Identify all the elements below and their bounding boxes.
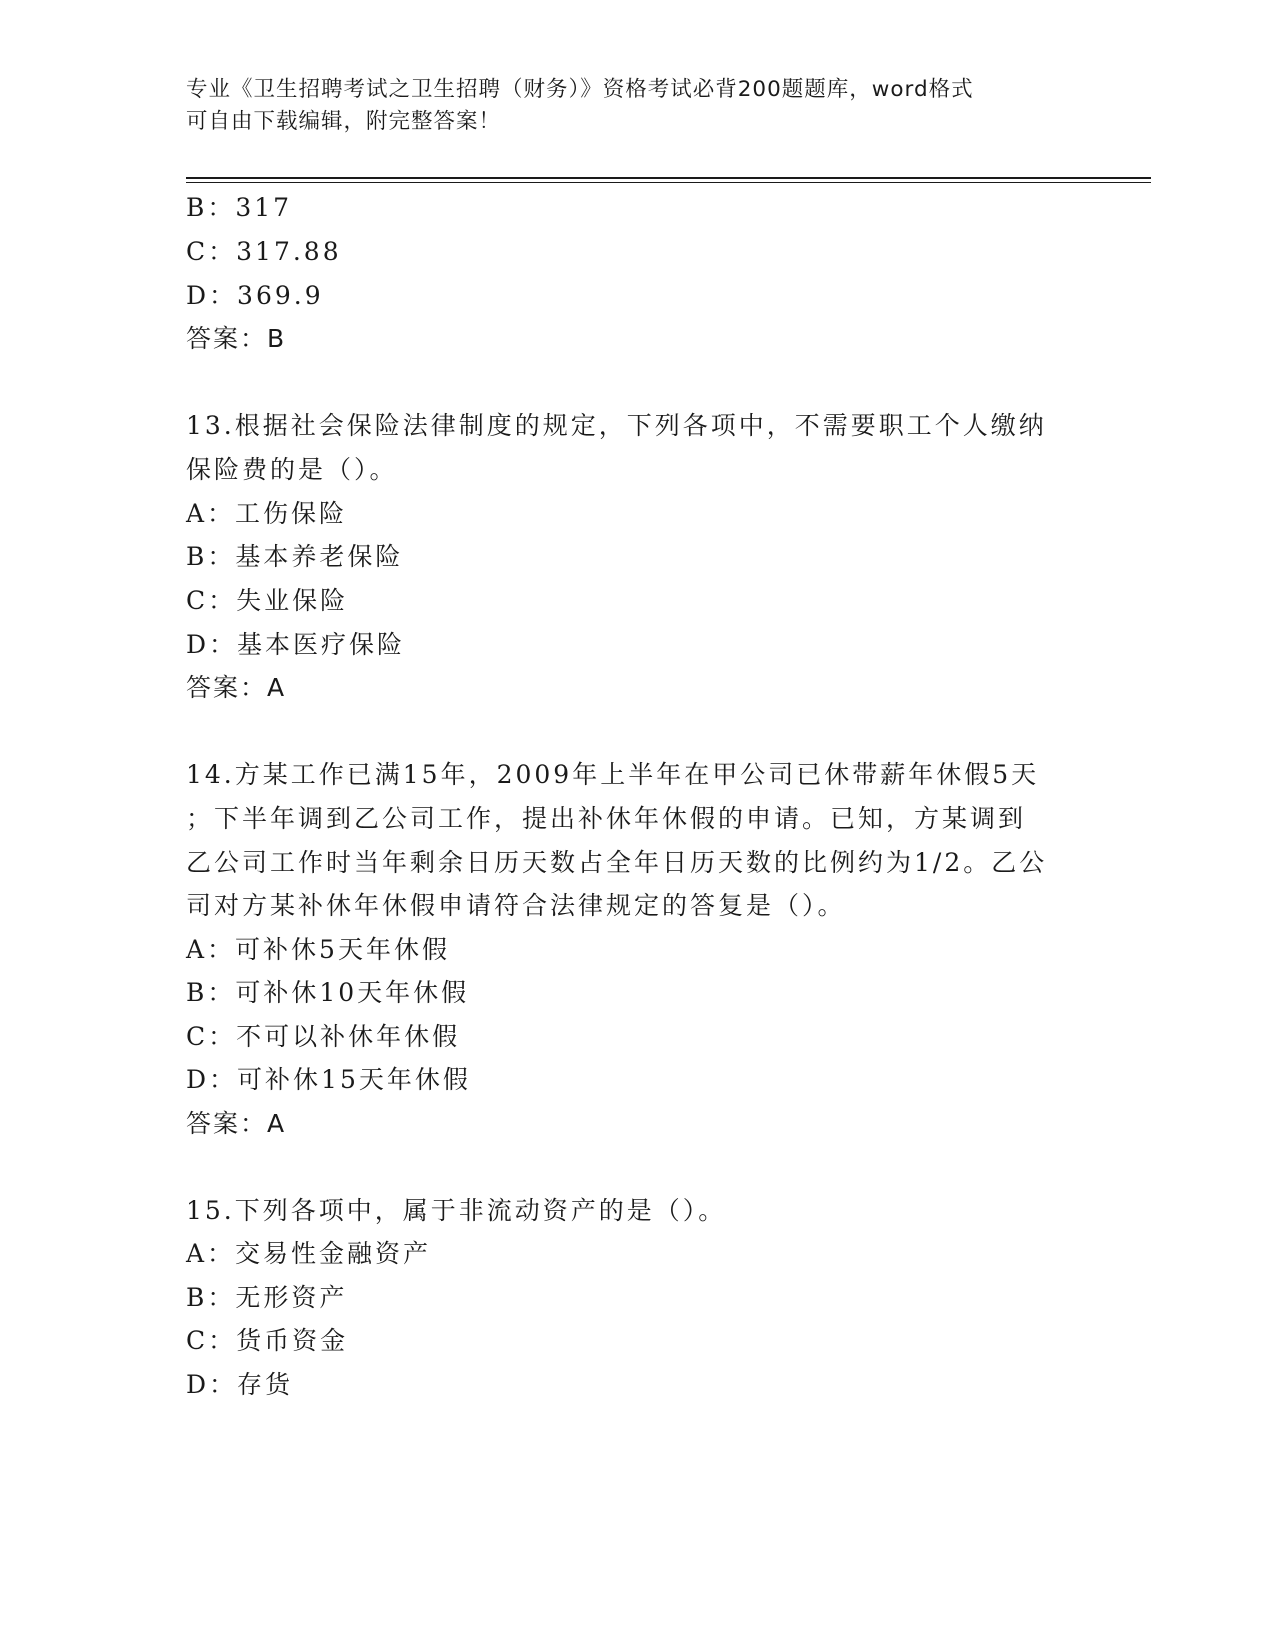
q13-option-d: D：基本医疗保险 (186, 630, 406, 659)
q14-option-b: B：可补休10天年休假 (186, 978, 470, 1007)
header-divider-thick (186, 177, 1151, 179)
q14-stem-line-4: 司对方某补休年休假申请符合法律规定的答复是（）。 (186, 891, 846, 920)
q15-option-a: A：交易性金融资产 (186, 1239, 432, 1268)
q14-stem-line-2: ；下半年调到乙公司工作，提出补休年休假的申请。已知，方某调到 (186, 804, 1027, 833)
q13-option-b: B：基本养老保险 (186, 542, 404, 571)
q12-option-b: B：317 (186, 193, 293, 222)
q15-option-b: B：无形资产 (186, 1283, 348, 1312)
q14-option-c: C：不可以补休年休假 (186, 1022, 461, 1051)
q13-stem-line-2: 保险费的是（）。 (186, 455, 398, 484)
q14-stem-line-3: 乙公司工作时当年剩余日历天数占全年日历天数的比例约为1/2。乙公 (186, 848, 1048, 877)
q13-stem-line-1: 13.根据社会保险法律制度的规定，下列各项中，不需要职工个人缴纳 (186, 411, 1047, 440)
q14-option-a: A：可补休5天年休假 (186, 935, 450, 964)
q13-option-a: A：工伤保险 (186, 499, 348, 528)
q12-answer: 答案：B (186, 324, 287, 353)
q15-option-d: D：存货 (186, 1370, 294, 1399)
header-line-2: 可自由下载编辑，附完整答案！ (186, 109, 502, 134)
q13-answer: 答案：A (186, 673, 287, 702)
q12-option-d: D：369.9 (186, 281, 324, 310)
header-line-1: 专业《卫生招聘考试之卫生招聘（财务）》资格考试必背200题题库，word格式 (186, 77, 974, 102)
q14-stem-line-1: 14.方某工作已满15年，2009年上半年在甲公司已休带薪年休假5天 (186, 760, 1040, 789)
q15-option-c: C：货币资金 (186, 1326, 349, 1355)
q14-answer: 答案：A (186, 1109, 287, 1138)
document-header (186, 74, 1076, 138)
header-divider-thin (186, 182, 1151, 183)
q13-option-c: C：失业保险 (186, 586, 349, 615)
q12-option-c: C：317.88 (186, 237, 342, 266)
q14-option-d: D：可补休15天年休假 (186, 1065, 471, 1094)
q15-stem-line-1: 15.下列各项中，属于非流动资产的是（）。 (186, 1196, 727, 1225)
